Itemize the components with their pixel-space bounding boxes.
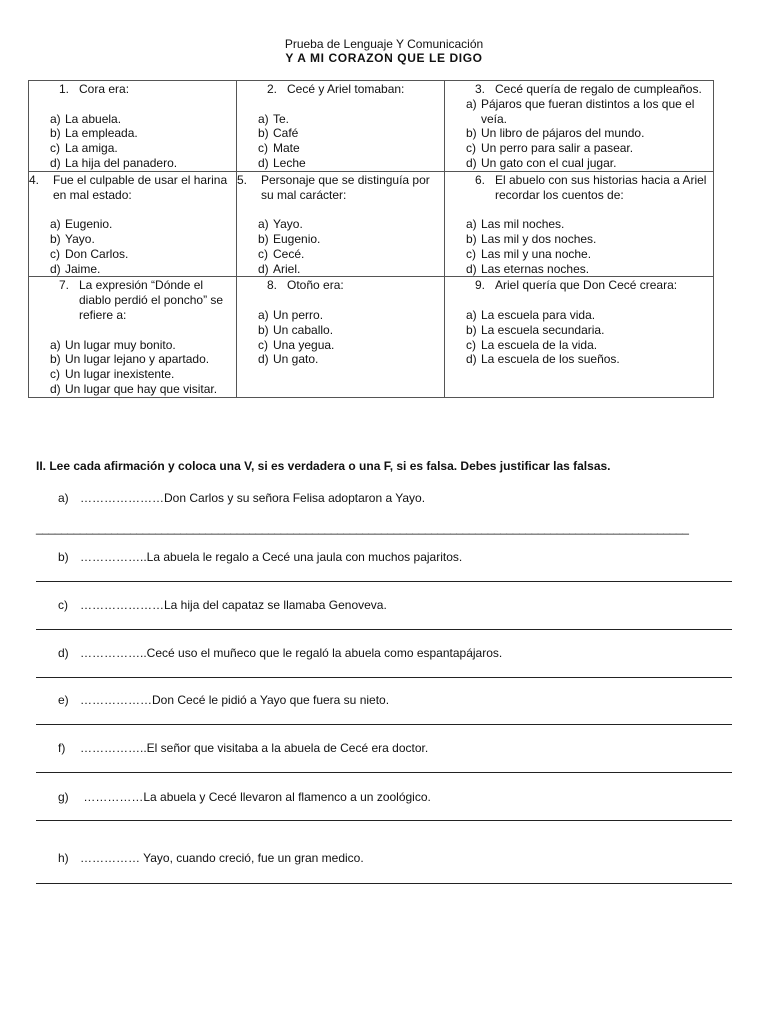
question-number: 1. xyxy=(58,82,69,96)
statement-b: b) ……………..La abuela le regalo a Cecé una jaula con muchos pajaritos. xyxy=(58,550,463,564)
statement-h: h) …………… Yayo, cuando creció, fue un gran medico. xyxy=(58,851,364,865)
option: c) Las mil y una noche. xyxy=(466,246,592,261)
table-row xyxy=(29,81,714,172)
statement-d: d) ……………..Cecé uso el muñeco que le regaló la abuela como espantapájaros. xyxy=(58,646,503,660)
table-row xyxy=(29,171,714,277)
question-text: Cora era: xyxy=(79,82,130,96)
question-number: 3. xyxy=(474,82,485,96)
option: d) Un gato con el cual jugar. xyxy=(466,155,617,170)
option: d) Jaime. xyxy=(50,261,101,276)
option: b) Un libro de pájaros del mundo. xyxy=(466,126,645,141)
option: a) La escuela para vida. xyxy=(466,307,596,322)
option: b) Café xyxy=(258,126,299,141)
statement-text: …………………La hija del capataz se llamaba Genoveva. xyxy=(80,598,387,612)
option: d) Ariel. xyxy=(258,261,301,276)
question-4 xyxy=(29,171,237,277)
table-row xyxy=(29,277,714,397)
question-number: 9. xyxy=(474,278,485,293)
option: b) La escuela secundaria. xyxy=(466,322,605,337)
answer-line xyxy=(36,724,732,725)
option: b) La empleada. xyxy=(50,126,138,141)
question-number: 6. xyxy=(474,172,485,187)
question-text: Personaje que se distinguía por su mal carácter: xyxy=(261,172,430,202)
statement-e: e) ………………Don Cecé le pidió a Yayo que fuera su nieto. xyxy=(58,693,390,707)
option: a) Yayo. xyxy=(258,217,303,232)
question-6 xyxy=(445,171,714,277)
statement-text: …………… Yayo, cuando creció, fue un gran medico. xyxy=(80,851,364,865)
option: b) Yayo. xyxy=(50,231,95,246)
question-number: 4. xyxy=(29,172,40,187)
option: a) Pájaros que fueran distintos a los que el veía. xyxy=(466,96,695,126)
option: a) Eugenio. xyxy=(50,217,113,232)
option: d) Leche xyxy=(258,155,306,170)
question-text: Cecé quería de regalo de cumpleaños. xyxy=(495,82,702,96)
questions-table xyxy=(28,80,714,398)
option: a) Las mil noches. xyxy=(466,217,565,232)
exam-subtitle: Prueba de Lenguaje Y Comunicación xyxy=(284,37,484,51)
option: a) Un lugar muy bonito. xyxy=(50,337,176,352)
answer-line: ________________________________________________________________________________________________________ xyxy=(36,521,689,535)
question-1 xyxy=(29,81,237,172)
option: c) Cecé. xyxy=(258,246,305,261)
answer-line xyxy=(36,629,732,630)
statement-text: ……………La abuela y Cecé llevaron al flamenco a un zoológico. xyxy=(80,790,431,804)
option: c) Mate xyxy=(258,141,300,156)
question-9 xyxy=(445,277,714,397)
option: c) Un perro para salir a pasear. xyxy=(466,141,634,156)
statement-text: ………………Don Cecé le pidió a Yayo que fuera su nieto. xyxy=(80,693,390,707)
answer-line xyxy=(36,772,732,773)
exam-title: Y A MI CORAZON QUE LE DIGO xyxy=(285,51,483,65)
option: b) Eugenio. xyxy=(258,231,321,246)
statement-text: ……………..Cecé uso el muñeco que le regaló la abuela como espantapájaros. xyxy=(80,646,503,660)
question-text: Otoño era: xyxy=(287,278,344,293)
question-text: La expresión “Dónde el diablo perdió el poncho” se refiere a: xyxy=(79,278,224,322)
question-text: Cecé y Ariel tomaban: xyxy=(287,82,405,96)
option: b) Un caballo. xyxy=(258,322,334,337)
question-number: 2. xyxy=(266,82,277,96)
statement-c: c) …………………La hija del capataz se llamaba Genoveva. xyxy=(58,598,387,612)
question-number: 5. xyxy=(237,172,248,187)
option: c) La amiga. xyxy=(50,141,118,156)
option: b) Las mil y dos noches. xyxy=(466,231,597,246)
statement-a: a) …………………Don Carlos y su señora Felisa adoptaron a Yayo. xyxy=(58,491,426,505)
option: c) Don Carlos. xyxy=(50,246,129,261)
option: d) Un lugar que hay que visitar. xyxy=(50,381,218,396)
option: c) Una yegua. xyxy=(258,337,335,352)
option: a) Te. xyxy=(258,111,290,126)
question-2 xyxy=(237,81,445,172)
answer-line xyxy=(36,581,732,582)
option: a) La abuela. xyxy=(50,111,122,126)
question-number: 8. xyxy=(266,278,277,293)
question-text: Ariel quería que Don Cecé creara: xyxy=(495,278,678,293)
question-text: El abuelo con sus historias hacia a Ariel recordar los cuentos de: xyxy=(495,172,707,202)
option: b) Un lugar lejano y apartado. xyxy=(50,352,210,367)
statement-text: ……………..El señor que visitaba a la abuela de Cecé era doctor. xyxy=(80,741,429,755)
option: d) La escuela de los sueños. xyxy=(466,352,620,367)
question-3 xyxy=(445,81,714,172)
question-text: Fue el culpable de usar el harina en mal estado: xyxy=(53,172,228,202)
option: a) Un perro. xyxy=(258,307,324,322)
statement-text: ……………..La abuela le regalo a Cecé una jaula con muchos pajaritos. xyxy=(80,550,463,564)
statement-f: f) ……………..El señor que visitaba a la abuela de Cecé era doctor. xyxy=(58,741,429,755)
statement-text: …………………Don Carlos y su señora Felisa adoptaron a Yayo. xyxy=(80,491,426,505)
statement-g: g) ……………La abuela y Cecé llevaron al flamenco a un zoológico. xyxy=(58,790,431,804)
question-8 xyxy=(237,277,445,397)
option: c) La escuela de la vida. xyxy=(466,337,598,352)
option: d) Un gato. xyxy=(258,352,319,367)
answer-line xyxy=(36,883,732,884)
option: d) La hija del panadero. xyxy=(50,155,178,170)
question-7 xyxy=(29,277,237,397)
option: d) Las eternas noches. xyxy=(466,261,590,276)
answer-line xyxy=(36,820,732,821)
option: c) Un lugar inexistente. xyxy=(50,367,175,382)
question-number: 7. xyxy=(58,278,69,293)
section-2-heading: II. Lee cada afirmación y coloca una V, si es verdadera o una F, si es falsa. Debes justificar las falsas. xyxy=(36,459,611,473)
question-5 xyxy=(237,171,445,277)
answer-line xyxy=(36,677,732,678)
